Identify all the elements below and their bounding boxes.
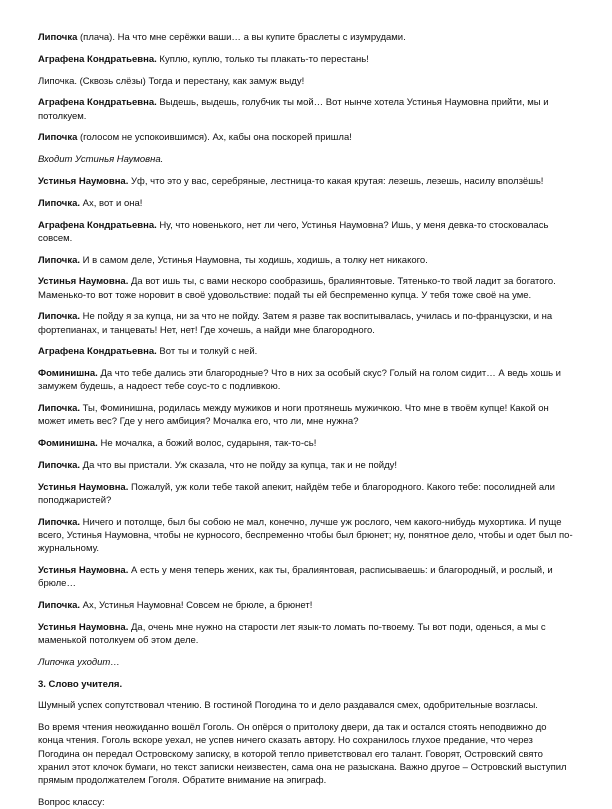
speaker-name: Липочка: [38, 132, 78, 144]
line-text: Ты, Фоминишна, родилась между мужиков и ноги протянешь мужичкою. Что мне в твоём купце! Какой он может иметь вес? Где у него амбиция? Мочалка его, что ли, мне нужна?: [38, 403, 549, 428]
text-paragraph: Вопрос классу:: [38, 796, 105, 808]
text-paragraph: Шумный успех сопутствовал чтению. В гостиной Погодина то и дело раздавался смех, одобрительные возгласы.: [38, 700, 538, 712]
dialogue-line: [38, 275, 574, 301]
document-body: [38, 31, 574, 809]
speaker-name: Липочка: [38, 32, 78, 43]
dialogue-line: [38, 459, 574, 472]
dialogue-line: [38, 437, 574, 450]
dialogue-line: [38, 197, 574, 210]
line-text: Да что тебе дались эти благородные? Что в них за особый скус? Голый на голом сидит… А ведь хошь и замужем будешь, а надоест тебе соус-то с подливкою.: [38, 368, 561, 393]
speaker-name: Липочка.: [38, 197, 81, 209]
line-text: Не мочалка, а божий волос, сударыня, так-то-сь!: [97, 438, 317, 450]
speaker-name: Липочка.: [38, 599, 81, 611]
speaker-name: Фоминишна.: [38, 438, 98, 450]
speaker-name: Устинья Наумовна.: [38, 175, 129, 187]
line-text: Куплю, куплю, только ты плакать-то перестань!: [156, 53, 369, 65]
line-text: Да что вы пристали. Уж сказала, что не пойду за купца, так и не пойду!: [80, 459, 398, 471]
line-text: Пожалуй, уж коли тебе такой апекит, найдём тебе и благородного. Какого тебе: посолидней али поподжаристей?: [38, 481, 555, 506]
dialogue-line: [38, 53, 574, 66]
dialogue-line: [38, 599, 574, 612]
line-text: И в самом деле, Устинья Наумовна, ты ходишь, ходишь, а толку нет никакого.: [80, 254, 428, 266]
line-text: Ну, что новенького, нет ли чего, Устинья Наумовна? Ишь, у меня девка-то стосковалась совсем.: [38, 219, 549, 244]
stage-direction-text: Липочка уходит…: [38, 656, 120, 668]
dialogue-line: [38, 219, 574, 245]
line-text: Не пойду я за купца, ни за что не пойду. Затем я разве так воспитывалась, училась и по-французски, и на фортепианах, и танцевать! Нет, нет! Где хочешь, а найди мне благородного.: [38, 311, 553, 336]
stage-direction: [38, 656, 574, 669]
dialogue-line: [38, 96, 574, 122]
dialogue-line: [38, 131, 574, 144]
speaker-name: Аграфена Кондратьевна.: [38, 346, 157, 358]
dialogue-line: [38, 175, 574, 188]
speaker-name: Липочка.: [38, 254, 81, 266]
line-text: Ничего и потолще, был бы собою не мал, конечно, лучше уж рослого, чем какого-нибудь мухортика. И пуще всего, Устинья Наумовна, чтобы не курносого, беспременно чтобы был брюнет; ну, понятное дело, чтобы и одет был по-журнальному.: [38, 516, 573, 555]
dialogue-line: [38, 516, 574, 556]
section-heading: 3. Слово учителя.: [38, 678, 123, 690]
line-text: Выдешь, выдешь, голубчик ты мой… Вот нынче хотела Устинья Наумовна прийти, мы и потолкуем.: [38, 97, 549, 122]
speaker-name: Устинья Наумовна.: [38, 481, 129, 493]
dialogue-line: [38, 481, 574, 507]
speaker-name: Аграфена Кондратьевна.: [38, 219, 157, 231]
line-text: Вот ты и толкуй с ней.: [156, 346, 258, 358]
line-text: (голосом не успокоившимся). Ах, кабы она поскорей пришла!: [77, 132, 352, 144]
line-text: Ах, вот и она!: [80, 197, 143, 209]
speaker-name: Липочка.: [38, 516, 81, 528]
line-text: Да вот ишь ты, с вами нескоро сообразишь, бралиянтовые. Тятенько-то твой ладит за богатого. Маменько-то вот тоже норовит в своё удовольствие: подай ты ей беспременно купца. У тебя тоже своё на уме.: [38, 276, 556, 301]
speaker-name: Устинья Наумовна.: [38, 276, 129, 288]
line-text: (плача). На что мне серёжки ваши… а вы купите браслеты с изумрудами.: [77, 32, 406, 43]
speaker-name: Аграфена Кондратьевна.: [38, 53, 157, 65]
dialogue-line: [38, 310, 574, 336]
speaker-name: Устинья Наумовна.: [38, 621, 129, 633]
line-text: Ах, Устинья Наумовна! Совсем не брюле, а брюнет!: [80, 599, 313, 611]
line-text: Уф, что это у вас, серебряные, лестница-то какая крутая: лезешь, лезешь, насилу вползёшь!: [128, 175, 544, 187]
dialogue-line: [38, 254, 574, 267]
speaker-name: Фоминишна.: [38, 368, 98, 380]
text-paragraph: Во время чтения неожиданно вошёл Гоголь. Он опёрся о притолоку двери, да так и остался стоять неподвижно до конца чтения. Гоголь вскоре уехал, не успев ничего сказать автору. Но сохранилось глухое предание, что через Погодина он передал Островскому записку, в которой тепло приветствовал его талант. Говорят, Островский свято хранил этот клочок бумаги, но текст записки неизвестен, сама она не разыскана. Важно другое – Островский выступил прямым продолжателем Гоголя. Обратите внимание на эпиграф.: [38, 722, 567, 786]
dialogue-line: [38, 564, 574, 590]
speaker-name: Липочка.: [38, 311, 81, 323]
text-paragraph: Липочка. (Сквозь слёзы) Тогда и перестану, как замуж выду!: [38, 75, 305, 87]
line-text: А есть у меня теперь жених, как ты, бралиянтовая, расписываешь: и благородный, и рослый, и брюле…: [38, 564, 553, 590]
dialogue-line: [38, 367, 574, 393]
speaker-name: Липочка.: [38, 403, 81, 415]
dialogue-line: [38, 31, 574, 44]
dialogue-line: [38, 621, 574, 647]
stage-direction: [38, 153, 574, 166]
speaker-name: Устинья Наумовна.: [38, 564, 129, 576]
dialogue-line: [38, 402, 574, 428]
stage-direction-text: Входит Устинья Наумовна.: [38, 154, 164, 166]
dialogue-line: [38, 345, 574, 358]
speaker-name: Липочка.: [38, 459, 81, 471]
speaker-name: Аграфена Кондратьевна.: [38, 97, 157, 109]
line-text: Да, очень мне нужно на старости лет язык-то ломать по-твоему. Ты вот поди, оденься, а мы с маменькой потолкуем об этом деле.: [38, 621, 546, 646]
